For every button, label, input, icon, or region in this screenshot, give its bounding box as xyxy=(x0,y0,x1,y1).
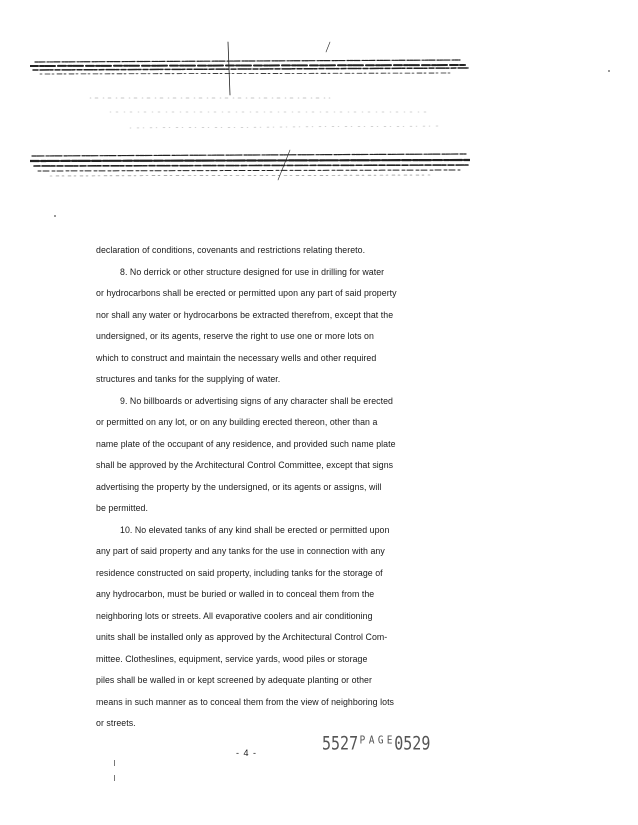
text-line: mittee. Clotheslines, equipment, service yards, wood piles or storage xyxy=(96,653,368,664)
speck xyxy=(608,70,610,72)
restrictions-text xyxy=(96,240,441,735)
text-line: or streets. xyxy=(96,718,136,728)
text-line: 9. No billboards or advertising signs of any character shall be erected xyxy=(120,395,393,406)
text-line: residence constructed on said property, including tanks for the storage of xyxy=(96,567,383,578)
text-line: means in such manner as to conceal them from the view of neighboring lots xyxy=(96,696,395,707)
text-line: which to construct and maintain the necessary wells and other required xyxy=(96,352,377,363)
text-line: or hydrocarbons shall be erected or permitted upon any part of said property xyxy=(96,288,397,298)
photocopy-smear-header xyxy=(30,40,470,190)
speck xyxy=(114,760,115,766)
text-line: 10. No elevated tanks of any kind shall be erected or permitted upon xyxy=(120,524,390,535)
text-line: or permitted on any lot, or on any building erected thereon, other than a xyxy=(96,417,378,427)
text-line: be permitted. xyxy=(96,503,148,513)
text-line: units shall be installed only as approved by the Architectural Control Com- xyxy=(96,632,388,642)
text-line: undersigned, or its agents, reserve the right to use one or more lots on xyxy=(96,331,374,341)
text-line: declaration of conditions, covenants and restrictions relating thereto. xyxy=(96,245,366,255)
text-line: advertising the property by the undersigned, or its agents or assigns, will xyxy=(96,481,382,492)
recording-stamp: 5527ᴾᴬᴳᴱ0529 xyxy=(322,731,431,755)
page-number: - 4 - xyxy=(236,748,258,758)
text-line: nor shall any water or hydrocarbons be extracted therefrom, except that the xyxy=(96,309,394,320)
speck xyxy=(54,215,56,217)
text-line: name plate of the occupant of any residence, and provided such name plate xyxy=(96,438,396,449)
text-line: piles shall be walled in or kept screened by adequate planting or other xyxy=(96,675,372,685)
text-line: any hydrocarbon, must be buried or walled in to conceal them from the xyxy=(96,589,375,599)
text-line: any part of said property and any tanks for the use in connection with any xyxy=(96,546,385,556)
speck xyxy=(114,775,115,781)
text-line: shall be approved by the Architectural Control Committee, except that signs xyxy=(96,460,394,470)
text-line: structures and tanks for the supplying of water. xyxy=(96,374,281,384)
text-line: neighboring lots or streets. All evaporative coolers and air conditioning xyxy=(96,610,373,621)
text-line: 8. No derrick or other structure designed for use in drilling for water xyxy=(120,266,385,277)
